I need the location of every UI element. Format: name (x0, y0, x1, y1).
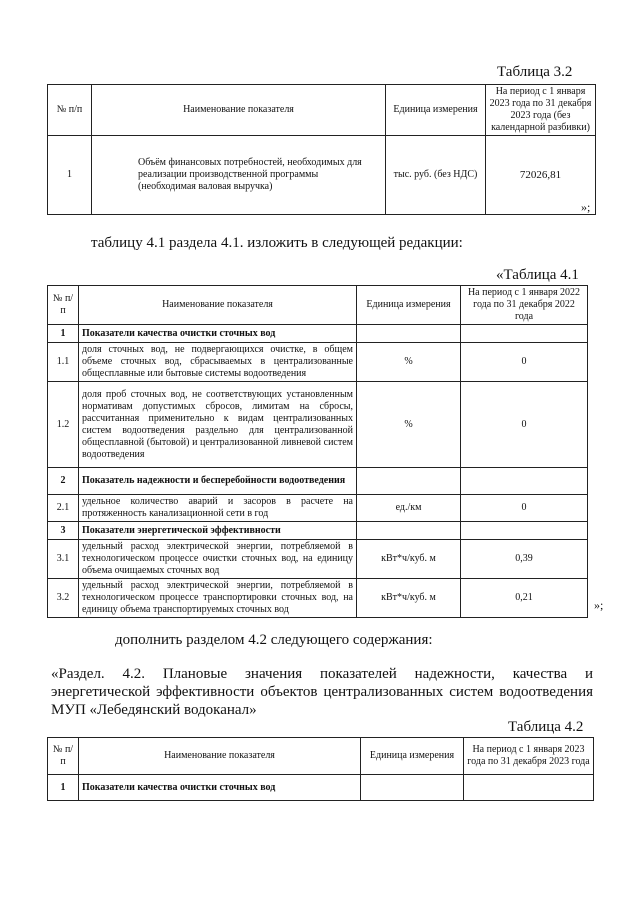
header-name: Наименование показателя (79, 738, 361, 775)
table-4-1-close-quote: »; (594, 598, 604, 612)
header-num: № п/п (48, 286, 79, 325)
table-header-row (48, 286, 588, 325)
header-period: На период с 1 января 2022 года по 31 декабря 2022 года (461, 286, 588, 325)
table-header-row (48, 85, 596, 136)
header-name: Наименование показателя (92, 85, 386, 136)
header-num: № п/п (48, 738, 79, 775)
row-unit: % (357, 382, 461, 468)
header-period: На период с 1 января 2023 года по 31 декабря 2023 года (464, 738, 594, 775)
row-unit (361, 775, 464, 801)
row-num: 3.1 (48, 540, 79, 579)
row-name: удельный расход электрической энергии, потребляемой в технологическом процессе транспортировки сточных вод, на единицу объема транспортируемых сточных вод (79, 579, 357, 618)
row-name: Показатели качества очистки сточных вод (79, 775, 361, 801)
table-row (48, 343, 588, 382)
row-value (461, 325, 588, 343)
table-row (48, 382, 588, 468)
table-3-2-caption: Таблица 3.2 (497, 64, 573, 80)
table-row (48, 136, 596, 215)
row-value: 72026,81 (486, 136, 596, 215)
row-value: 0 (461, 495, 588, 522)
row-name: Объём финансовых потребностей, необходимых для реализации производственной программы (необходимая валовая выручка) (92, 136, 386, 215)
header-unit: Единица измерения (361, 738, 464, 775)
section-4-2-heading: «Раздел. 4.2. Плановые значения показателей надежности, качества и энергетической эффективности объектов централизованных систем водоотведения МУП «Лебедянский водоканал» (51, 666, 593, 718)
row-unit (357, 522, 461, 540)
row-name: Показатели качества очистки сточных вод (79, 325, 357, 343)
header-num: № п/п (48, 85, 92, 136)
row-unit: ед./км (357, 495, 461, 522)
header-unit: Единица измерения (386, 85, 486, 136)
instruction-paragraph-2: дополнить разделом 4.2 следующего содержания: (115, 632, 433, 648)
row-unit: кВт*ч/куб. м (357, 540, 461, 579)
row-num: 3.2 (48, 579, 79, 618)
row-name: Показатели энергетической эффективности (79, 522, 357, 540)
table-row (48, 579, 588, 618)
row-value: 0 (461, 382, 588, 468)
table-section-row (48, 468, 588, 495)
row-num: 1.2 (48, 382, 79, 468)
row-name: удельный расход электрической энергии, потребляемой в технологическом процессе очистки сточных вод, на единицу объема очищаемых сточных вод (79, 540, 357, 579)
header-unit: Единица измерения (357, 286, 461, 325)
row-value: 0 (461, 343, 588, 382)
table-4-2-caption: Таблица 4.2 (508, 719, 584, 735)
table-4-1 (47, 285, 588, 618)
row-name: доля сточных вод, не подвергающихся очистке, в общем объеме сточных вод, сбрасываемых в централизованные общесплавные или бытовые системы водоотведения (79, 343, 357, 382)
table-4-1-caption: «Таблица 4.1 (496, 267, 579, 283)
table-section-row (48, 522, 588, 540)
row-value: 0,21 (461, 579, 588, 618)
row-name: удельное количество аварий и засоров в расчете на протяженность канализационной сети в год (79, 495, 357, 522)
row-value: 0,39 (461, 540, 588, 579)
table-row (48, 540, 588, 579)
table-row (48, 495, 588, 522)
row-unit (357, 468, 461, 495)
instruction-paragraph-1: таблицу 4.1 раздела 4.1. изложить в следующей редакции: (91, 235, 463, 251)
row-value (461, 522, 588, 540)
row-name: Показатель надежности и бесперебойности водоотведения (79, 468, 357, 495)
table-header-row (48, 738, 594, 775)
table-3-2 (47, 84, 596, 215)
row-num: 1.1 (48, 343, 79, 382)
row-unit: кВт*ч/куб. м (357, 579, 461, 618)
row-num: 2 (48, 468, 79, 495)
row-unit: тыс. руб. (без НДС) (386, 136, 486, 215)
row-num: 1 (48, 325, 79, 343)
row-value (461, 468, 588, 495)
header-period: На период с 1 января 2023 года по 31 декабря 2023 года (без календарной разбивки) (486, 85, 596, 136)
table-section-row (48, 325, 588, 343)
row-unit: % (357, 343, 461, 382)
row-name: доля проб сточных вод, не соответствующих установленным нормативам допустимых сбросов, лимитам на сбросы, рассчитанная применительно к видам централизованных систем водоотведения раздельно для централизованной общесплавной (бытовой) и централизованной ливневой систем водоотведения (79, 382, 357, 468)
row-unit (357, 325, 461, 343)
row-num: 1 (48, 136, 92, 215)
header-name: Наименование показателя (79, 286, 357, 325)
row-num: 1 (48, 775, 79, 801)
table-section-row (48, 775, 594, 801)
row-num: 3 (48, 522, 79, 540)
table-3-2-close-quote: »; (581, 200, 591, 214)
table-4-2 (47, 737, 594, 801)
row-value (464, 775, 594, 801)
row-num: 2.1 (48, 495, 79, 522)
